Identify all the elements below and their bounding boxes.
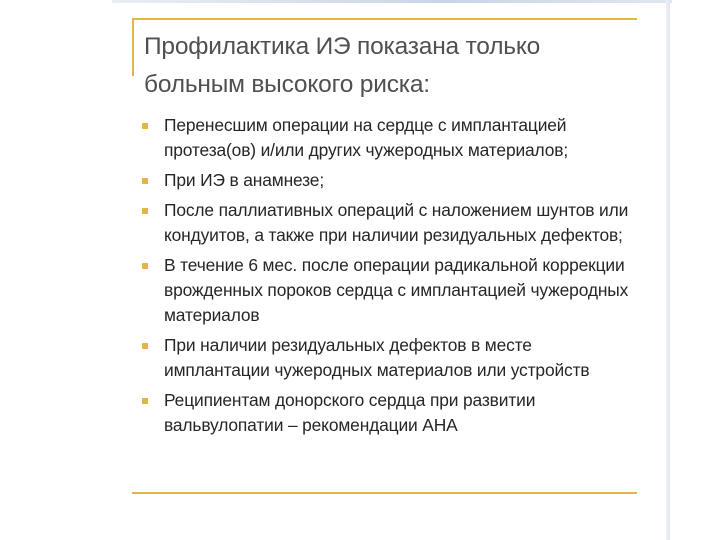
right-decorative-edge (666, 0, 670, 540)
top-decorative-strip (112, 0, 672, 3)
bullet-text: Реципиентам донорского сердца при развитии вальвулопатии – рекомендации АНА (164, 390, 536, 435)
bullet-text: При наличии резидуальных дефектов в месте имплантации чужеродных материалов или устройств (164, 335, 590, 380)
bullet-text: В течение 6 мес. после операции радикальной коррекции врожденных пороков сердца с имплантацией чужеродных материалов (164, 255, 629, 325)
frame-bottom-rule (132, 492, 637, 494)
bullet-text: При ИЭ в анамнезе; (164, 170, 324, 190)
square-bullet-icon (142, 178, 148, 184)
bullet-item (140, 253, 640, 328)
bullet-item (140, 168, 640, 193)
square-bullet-icon (142, 398, 148, 404)
slide-title: Профилактика ИЭ показана только больным высокого риска: (144, 33, 541, 98)
bullet-list (140, 113, 640, 443)
bullet-item (140, 198, 640, 248)
bullet-item (140, 388, 640, 438)
frame-top-rule (132, 18, 637, 20)
square-bullet-icon (142, 123, 148, 129)
square-bullet-icon (142, 208, 148, 214)
bullet-item (140, 333, 640, 383)
bullet-text: После паллиативных операций с наложением шунтов или кондуитов, а также при наличии резидуальных дефектов; (164, 200, 629, 245)
bullet-text: Перенесшим операции на сердце с имплантацией протеза(ов) и/или других чужеродных материалов; (164, 115, 569, 160)
square-bullet-icon (142, 263, 148, 269)
bullet-item (140, 113, 640, 163)
square-bullet-icon (142, 343, 148, 349)
frame-left-rule (132, 18, 134, 76)
